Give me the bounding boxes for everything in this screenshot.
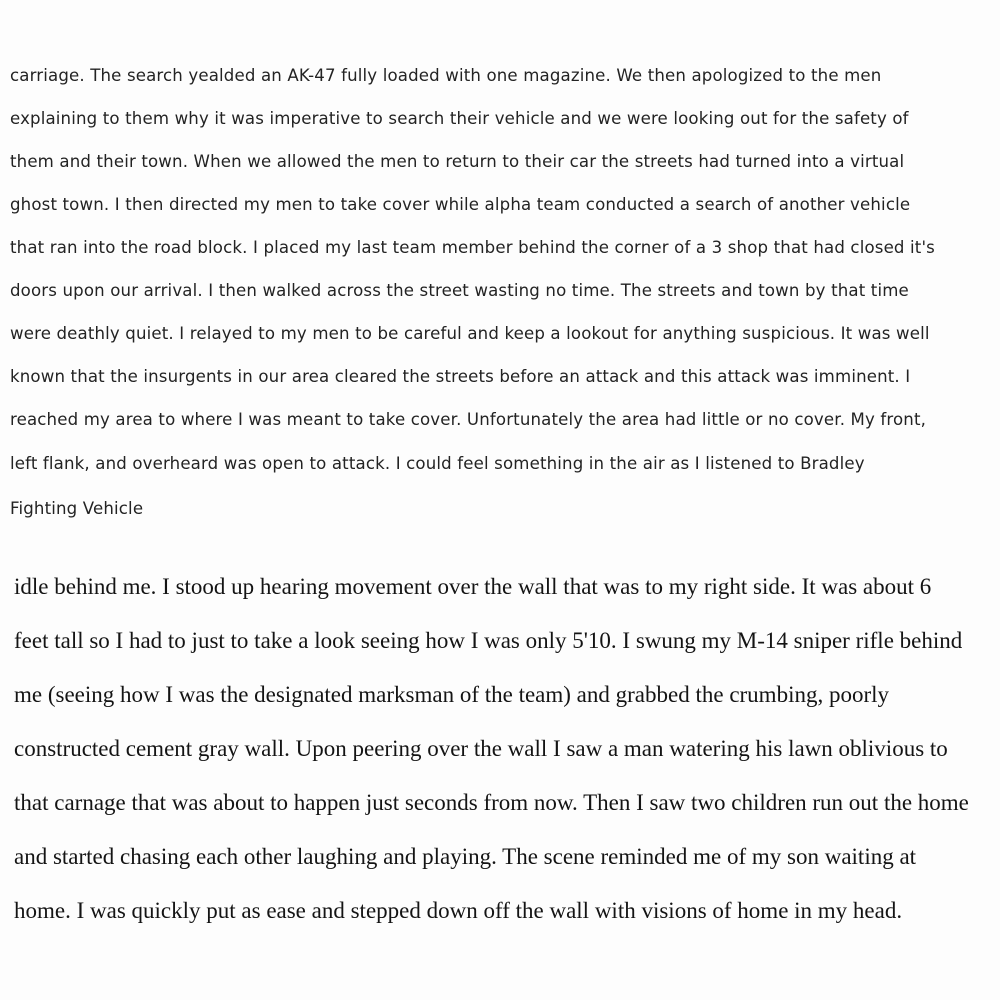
- text-line-b3: me (seeing how I was the designated marksman of the team) and grabbed the crumbing, poorly: [14, 682, 890, 707]
- text-line-b1: idle behind me. I stood up hearing movement over the wall that was to my right side. It was about 6: [14, 574, 932, 599]
- text-line-a3: them and their town. When we allowed the men to return to their car the streets had turned into a virtual: [10, 152, 905, 171]
- text-line-b7: home. I was quickly put as ease and stepped down off the wall with visions of home in my head.: [14, 898, 903, 923]
- text-line-b4: constructed cement gray wall. Upon peering over the wall I saw a man watering his lawn oblivious to: [14, 736, 948, 761]
- text-line-a11: Fighting Vehicle: [10, 499, 144, 518]
- text-line-a8: known that the insurgents in our area cleared the streets before an attack and this attack was imminent. I: [10, 367, 911, 386]
- text-line-b6: and started chasing each other laughing and playing. The scene reminded me of my son waiting at: [14, 844, 917, 869]
- text-line-a9: reached my area to where I was meant to take cover. Unfortunately the area had little or no cover. My front,: [10, 410, 927, 429]
- text-line-a2: explaining to them why it was imperative to search their vehicle and we were looking out for the safety of: [10, 109, 909, 128]
- text-line-b5: that carnage that was about to happen just seconds from now. Then I saw two children run out the home: [14, 790, 969, 815]
- text-line-a1: carriage. The search yealded an AK-47 fully loaded with one magazine. We then apologized to the men: [10, 66, 882, 85]
- text-line-a4: ghost town. I then directed my men to take cover while alpha team conducted a search of another vehicle: [10, 195, 911, 214]
- text-line-b2: feet tall so I had to just to take a look seeing how I was only 5'10. I swung my M-14 sniper rifle behind: [14, 628, 963, 653]
- text-line-a10: left flank, and overheard was open to attack. I could feel something in the air as I listened to Bradley: [10, 454, 865, 473]
- text-line-a6: doors upon our arrival. I then walked across the street wasting no time. The streets and town by that time: [10, 281, 909, 300]
- text-line-a7: were deathly quiet. I relayed to my men to be careful and keep a lookout for anything suspicious. It was well: [10, 324, 930, 343]
- text-line-a5: that ran into the road block. I placed my last team member behind the corner of a 3 shop that had closed it's: [10, 238, 935, 257]
